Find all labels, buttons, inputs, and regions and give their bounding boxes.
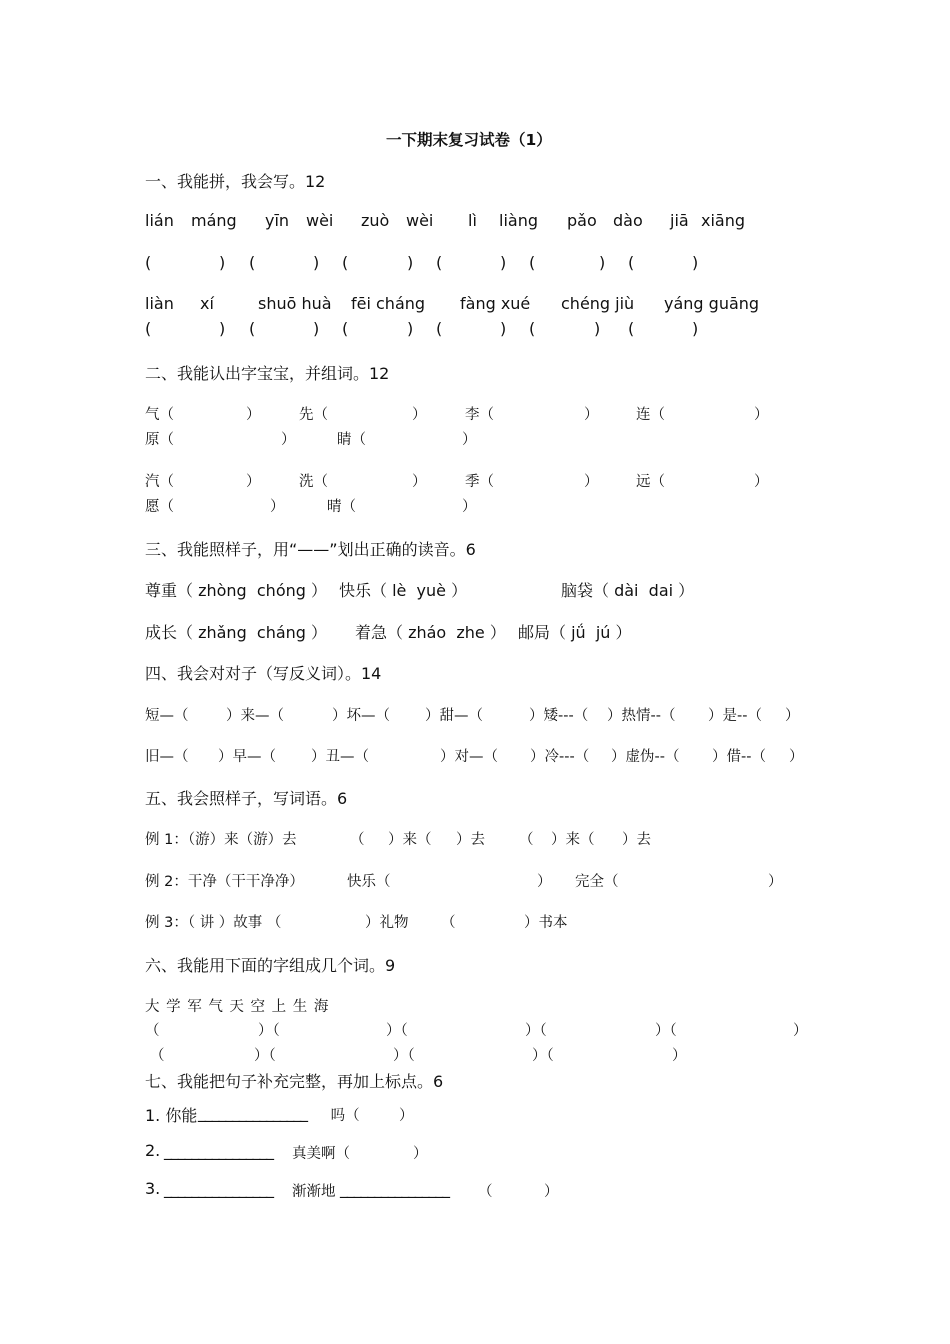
antonym-item: 旧—（	[145, 749, 189, 765]
sentence-text: ）	[399, 1108, 414, 1124]
section-3-heading: 三、我能照样子，用“——”划出正确的读音。6	[145, 540, 476, 559]
char-item: 先（	[299, 407, 328, 423]
section-4-heading: 四、我会对对子（写反义词）。14	[145, 664, 382, 683]
blank-close: )	[407, 253, 414, 272]
pinyin: yáng guāng	[664, 294, 760, 313]
blank-close: )	[594, 319, 601, 338]
word-blank: ）（	[386, 1023, 408, 1039]
blank-open: (	[628, 319, 635, 338]
antonym-item: ）矮---（	[529, 708, 589, 724]
blank-open: (	[529, 319, 536, 338]
reading-choice: 邮局（ jǘ jú ）	[518, 623, 632, 642]
example-text: ）书本	[524, 915, 568, 931]
antonym-item: ）来—（	[226, 708, 284, 724]
antonym-item: ）	[785, 708, 800, 724]
pinyin: shuō huà	[258, 294, 332, 313]
antonym-item: ）甜—（	[425, 708, 483, 724]
blank-open: (	[529, 253, 536, 272]
antonym-item: ）坏—（	[332, 708, 390, 724]
close-paren: ）	[412, 474, 427, 490]
word-blank: ）	[793, 1023, 808, 1039]
section-6-heading: 六、我能用下面的字组成几个词。9	[145, 956, 396, 975]
char-item: 晴（	[327, 499, 356, 515]
pinyin: jiā	[670, 211, 689, 230]
blank-open: (	[436, 319, 443, 338]
sentence-text: 吗（	[326, 1108, 360, 1124]
word-blank: ）（	[525, 1023, 547, 1039]
fill-line: ________________	[340, 1179, 449, 1198]
antonym-item: ）丑—（	[311, 749, 369, 765]
char-item: 气（	[145, 407, 174, 423]
pinyin: zuò	[361, 211, 390, 230]
blank-open: (	[249, 319, 256, 338]
example-text: ）去	[456, 832, 485, 848]
word-blank: ）（	[393, 1048, 415, 1064]
antonym-item: ）对—（	[440, 749, 498, 765]
blank-open: (	[145, 253, 152, 272]
close-paren: ）	[584, 407, 599, 423]
close-paren: ）	[281, 432, 296, 448]
blank-open: (	[342, 253, 349, 272]
close-paren: ）	[754, 474, 769, 490]
example-text: （	[519, 832, 534, 848]
example-text: ）来（	[388, 832, 432, 848]
section-5-heading: 五、我会照样子，写词语。6	[145, 789, 348, 808]
antonym-item: ）虚伪--（	[611, 749, 680, 765]
pinyin: chéng jiù	[561, 294, 635, 313]
reading-choice: 脑袋（ dài dai ）	[561, 581, 695, 600]
reading-choice: 成长（ zhǎng cháng ）	[145, 623, 328, 642]
char-item: 李（	[465, 407, 494, 423]
blank-open: (	[249, 253, 256, 272]
char-item: 远（	[636, 474, 665, 490]
example-text: 例 3：（ 讲 ）故事 （	[145, 915, 282, 931]
blank-close: )	[313, 253, 320, 272]
example-text: 快乐（	[347, 874, 391, 890]
pinyin: fàng xué	[460, 294, 531, 313]
sentence-text: 3.	[145, 1179, 166, 1198]
pinyin: fēi cháng	[351, 294, 426, 313]
pinyin: liàn	[145, 294, 174, 313]
reading-choice: 尊重（ zhòng chóng ）	[145, 581, 327, 600]
blank-open: (	[628, 253, 635, 272]
blank-close: )	[219, 253, 226, 272]
blank-close: )	[219, 319, 226, 338]
char-item: 汽（	[145, 474, 174, 490]
char-item: 季（	[465, 474, 494, 490]
blank-open: (	[436, 253, 443, 272]
section-2-heading: 二、我能认出字宝宝，并组词。12	[145, 364, 390, 383]
blank-close: )	[500, 319, 507, 338]
close-paren: ）	[754, 407, 769, 423]
pinyin: lián	[145, 211, 174, 230]
example-text: ）	[768, 874, 783, 890]
close-paren: ）	[462, 432, 477, 448]
example-text: ）	[537, 874, 552, 890]
close-paren: ）	[462, 499, 477, 515]
blank-close: )	[313, 319, 320, 338]
sentence-text: （	[478, 1184, 493, 1200]
close-paren: ）	[246, 407, 261, 423]
pinyin: xiāng	[701, 211, 746, 230]
pinyin: yīn	[265, 211, 290, 230]
antonym-item: ）是--（	[708, 708, 762, 724]
example-text: 例 1：（游）来（游）去	[145, 832, 297, 848]
blank-open: (	[145, 319, 152, 338]
blank-close: )	[599, 253, 606, 272]
char-item: 睛（	[337, 432, 366, 448]
close-paren: ）	[270, 499, 285, 515]
example-text: ）礼物	[365, 915, 409, 931]
word-blank: ）（	[254, 1048, 276, 1064]
pinyin: wèi	[406, 211, 434, 230]
blank-close: )	[692, 319, 699, 338]
blank-close: )	[407, 319, 414, 338]
page-title: 一下期末复习试卷（1）	[386, 131, 552, 149]
word-blank: ）（	[532, 1048, 554, 1064]
pinyin: wèi	[306, 211, 334, 230]
antonym-item: ）	[789, 749, 804, 765]
antonym-item: ）早—（	[218, 749, 276, 765]
word-blank: ）（	[655, 1023, 677, 1039]
antonym-item: ）冷---（	[530, 749, 590, 765]
sentence-text: 2.	[145, 1141, 166, 1160]
pinyin: dào	[613, 211, 643, 230]
blank-open: (	[342, 319, 349, 338]
sentence-text: 真美啊（	[292, 1146, 350, 1162]
sentence-text: 1. 你能	[145, 1106, 198, 1125]
close-paren: ）	[246, 474, 261, 490]
antonym-item: 短—（	[145, 708, 189, 724]
example-text: ）来（	[551, 832, 595, 848]
section-7-heading: 七、我能把句子补充完整，再加上标点。6	[145, 1072, 444, 1091]
pinyin: lì	[468, 211, 477, 230]
close-paren: ）	[584, 474, 599, 490]
pinyin: pǎo	[567, 211, 597, 230]
example-text: ）去	[622, 832, 651, 848]
sentence-text: ）	[413, 1146, 428, 1162]
section-1-heading: 一、我能拼，我会写。12	[145, 172, 326, 191]
reading-choice: 着急（ zháo zhe ）	[355, 623, 506, 642]
fill-line: ________________	[164, 1141, 273, 1160]
char-item: 愿（	[145, 499, 174, 515]
antonym-item: ）热情--（	[607, 708, 676, 724]
word-blank: （	[145, 1023, 160, 1039]
example-text: 完全（	[575, 874, 619, 890]
word-blank: ）（	[258, 1023, 280, 1039]
sentence-text: 渐渐地	[292, 1184, 336, 1200]
word-blank: （	[150, 1048, 165, 1064]
char-item: 洗（	[299, 474, 328, 490]
word-blank: ）	[672, 1048, 687, 1064]
pinyin: liàng	[499, 211, 538, 230]
char-item: 连（	[636, 407, 665, 423]
pinyin: máng	[191, 211, 237, 230]
character-list: 大 学 军 气 天 空 上 生 海	[145, 999, 330, 1015]
fill-line: ________________	[198, 1103, 307, 1122]
sentence-text: ）	[544, 1184, 559, 1200]
fill-line: ________________	[164, 1179, 273, 1198]
example-text: （	[441, 915, 456, 931]
pinyin: xí	[200, 294, 214, 313]
blank-close: )	[500, 253, 507, 272]
reading-choice: 快乐（ lè yuè ）	[339, 581, 468, 600]
close-paren: ）	[412, 407, 427, 423]
example-text: 例 2：干净（干干净净）	[145, 874, 304, 890]
antonym-item: ）借--（	[712, 749, 766, 765]
char-item: 原（	[145, 432, 174, 448]
example-text: （	[350, 832, 365, 848]
blank-close: )	[692, 253, 699, 272]
